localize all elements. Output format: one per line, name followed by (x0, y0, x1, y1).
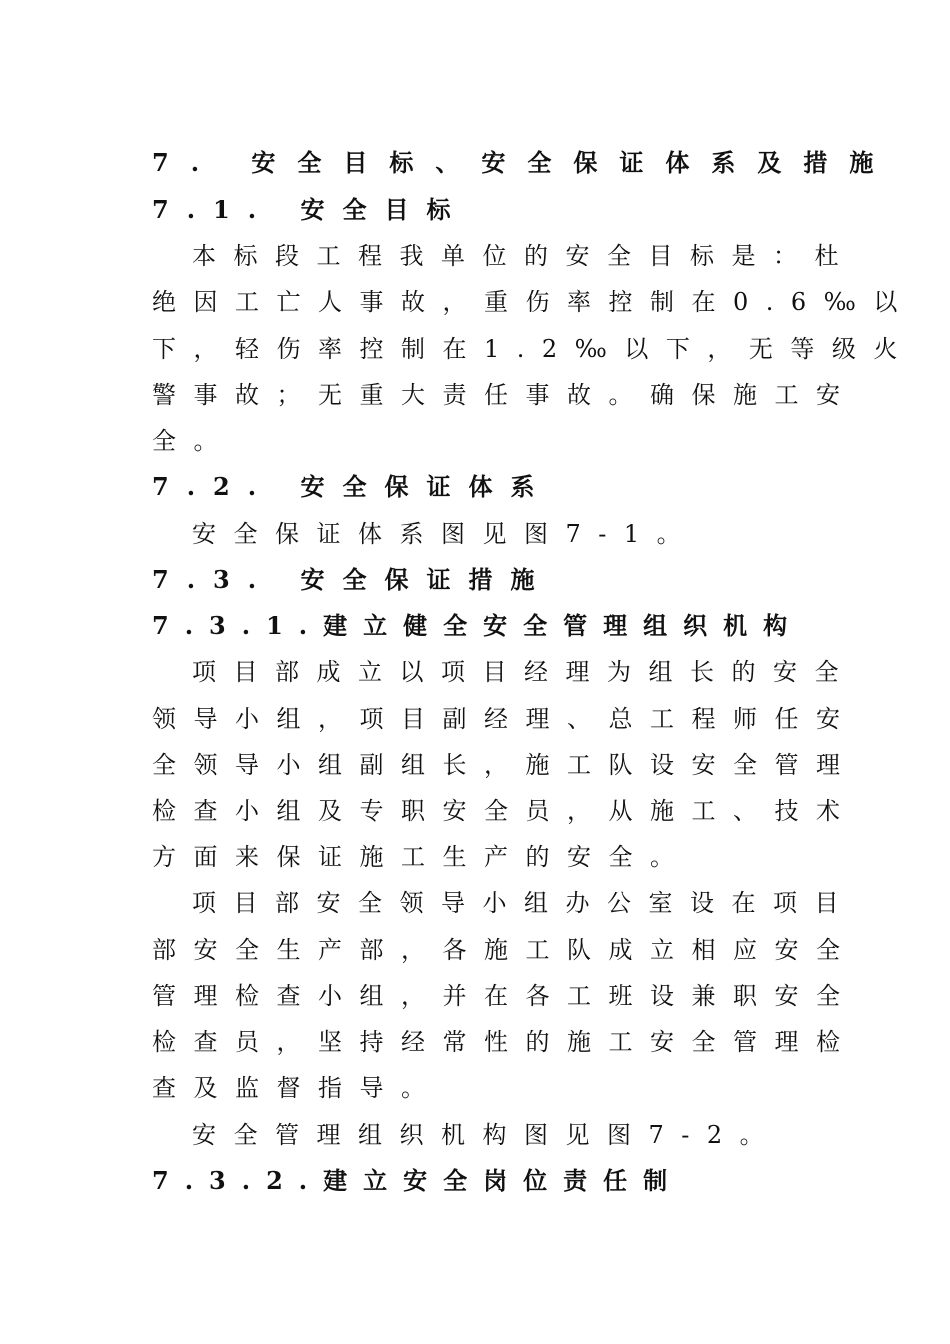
paragraph-line: 警事故；无重大责任事故。确保施工安 (152, 381, 858, 409)
paragraph-line: 绝因工亡人事故，重伤率控制在0.6‰以 (152, 288, 915, 316)
paragraph-line: 方面来保证施工生产的安全。 (152, 843, 692, 871)
paragraph-line: 项目部成立以项目经理为组长的安全 (192, 658, 856, 686)
heading-section-7-2: 7.2. 安全保证体系 (152, 472, 553, 501)
heading-section-7-3-1: 7.3.1.建立健全安全管理组织机构 (152, 611, 804, 640)
heading-section-7: 7. 安全目标、安全保证体系及措施 (152, 148, 896, 177)
paragraph-line: 领导小组，项目副经理、总工程师任安 (152, 705, 858, 733)
paragraph-line: 全。 (152, 427, 235, 455)
paragraph-line: 安全保证体系图见图7-1。 (192, 520, 699, 548)
paragraph-line: 下，轻伤率控制在1.2‰以下，无等级火 (152, 335, 915, 363)
paragraph-line: 查及监督指导。 (152, 1074, 443, 1102)
heading-section-7-3: 7.3. 安全保证措施 (152, 565, 553, 594)
paragraph-line: 本标段工程我单位的安全目标是：杜 (192, 242, 856, 270)
paragraph-line: 部安全生产部，各施工队成立相应安全 (152, 936, 858, 964)
paragraph-line: 项目部安全领导小组办公室设在项目 (192, 889, 856, 917)
paragraph-line: 安全管理组织机构图见图7-2。 (192, 1121, 782, 1149)
heading-section-7-1: 7.1. 安全目标 (152, 195, 469, 224)
paragraph-line: 全领导小组副组长，施工队设安全管理 (152, 751, 858, 779)
heading-section-7-3-2: 7.3.2.建立安全岗位责任制 (152, 1166, 684, 1195)
paragraph-line: 管理检查小组，并在各工班设兼职安全 (152, 982, 858, 1010)
paragraph-line: 检查员，坚持经常性的施工安全管理检 (152, 1028, 858, 1056)
paragraph-line: 检查小组及专职安全员，从施工、技术 (152, 797, 858, 825)
